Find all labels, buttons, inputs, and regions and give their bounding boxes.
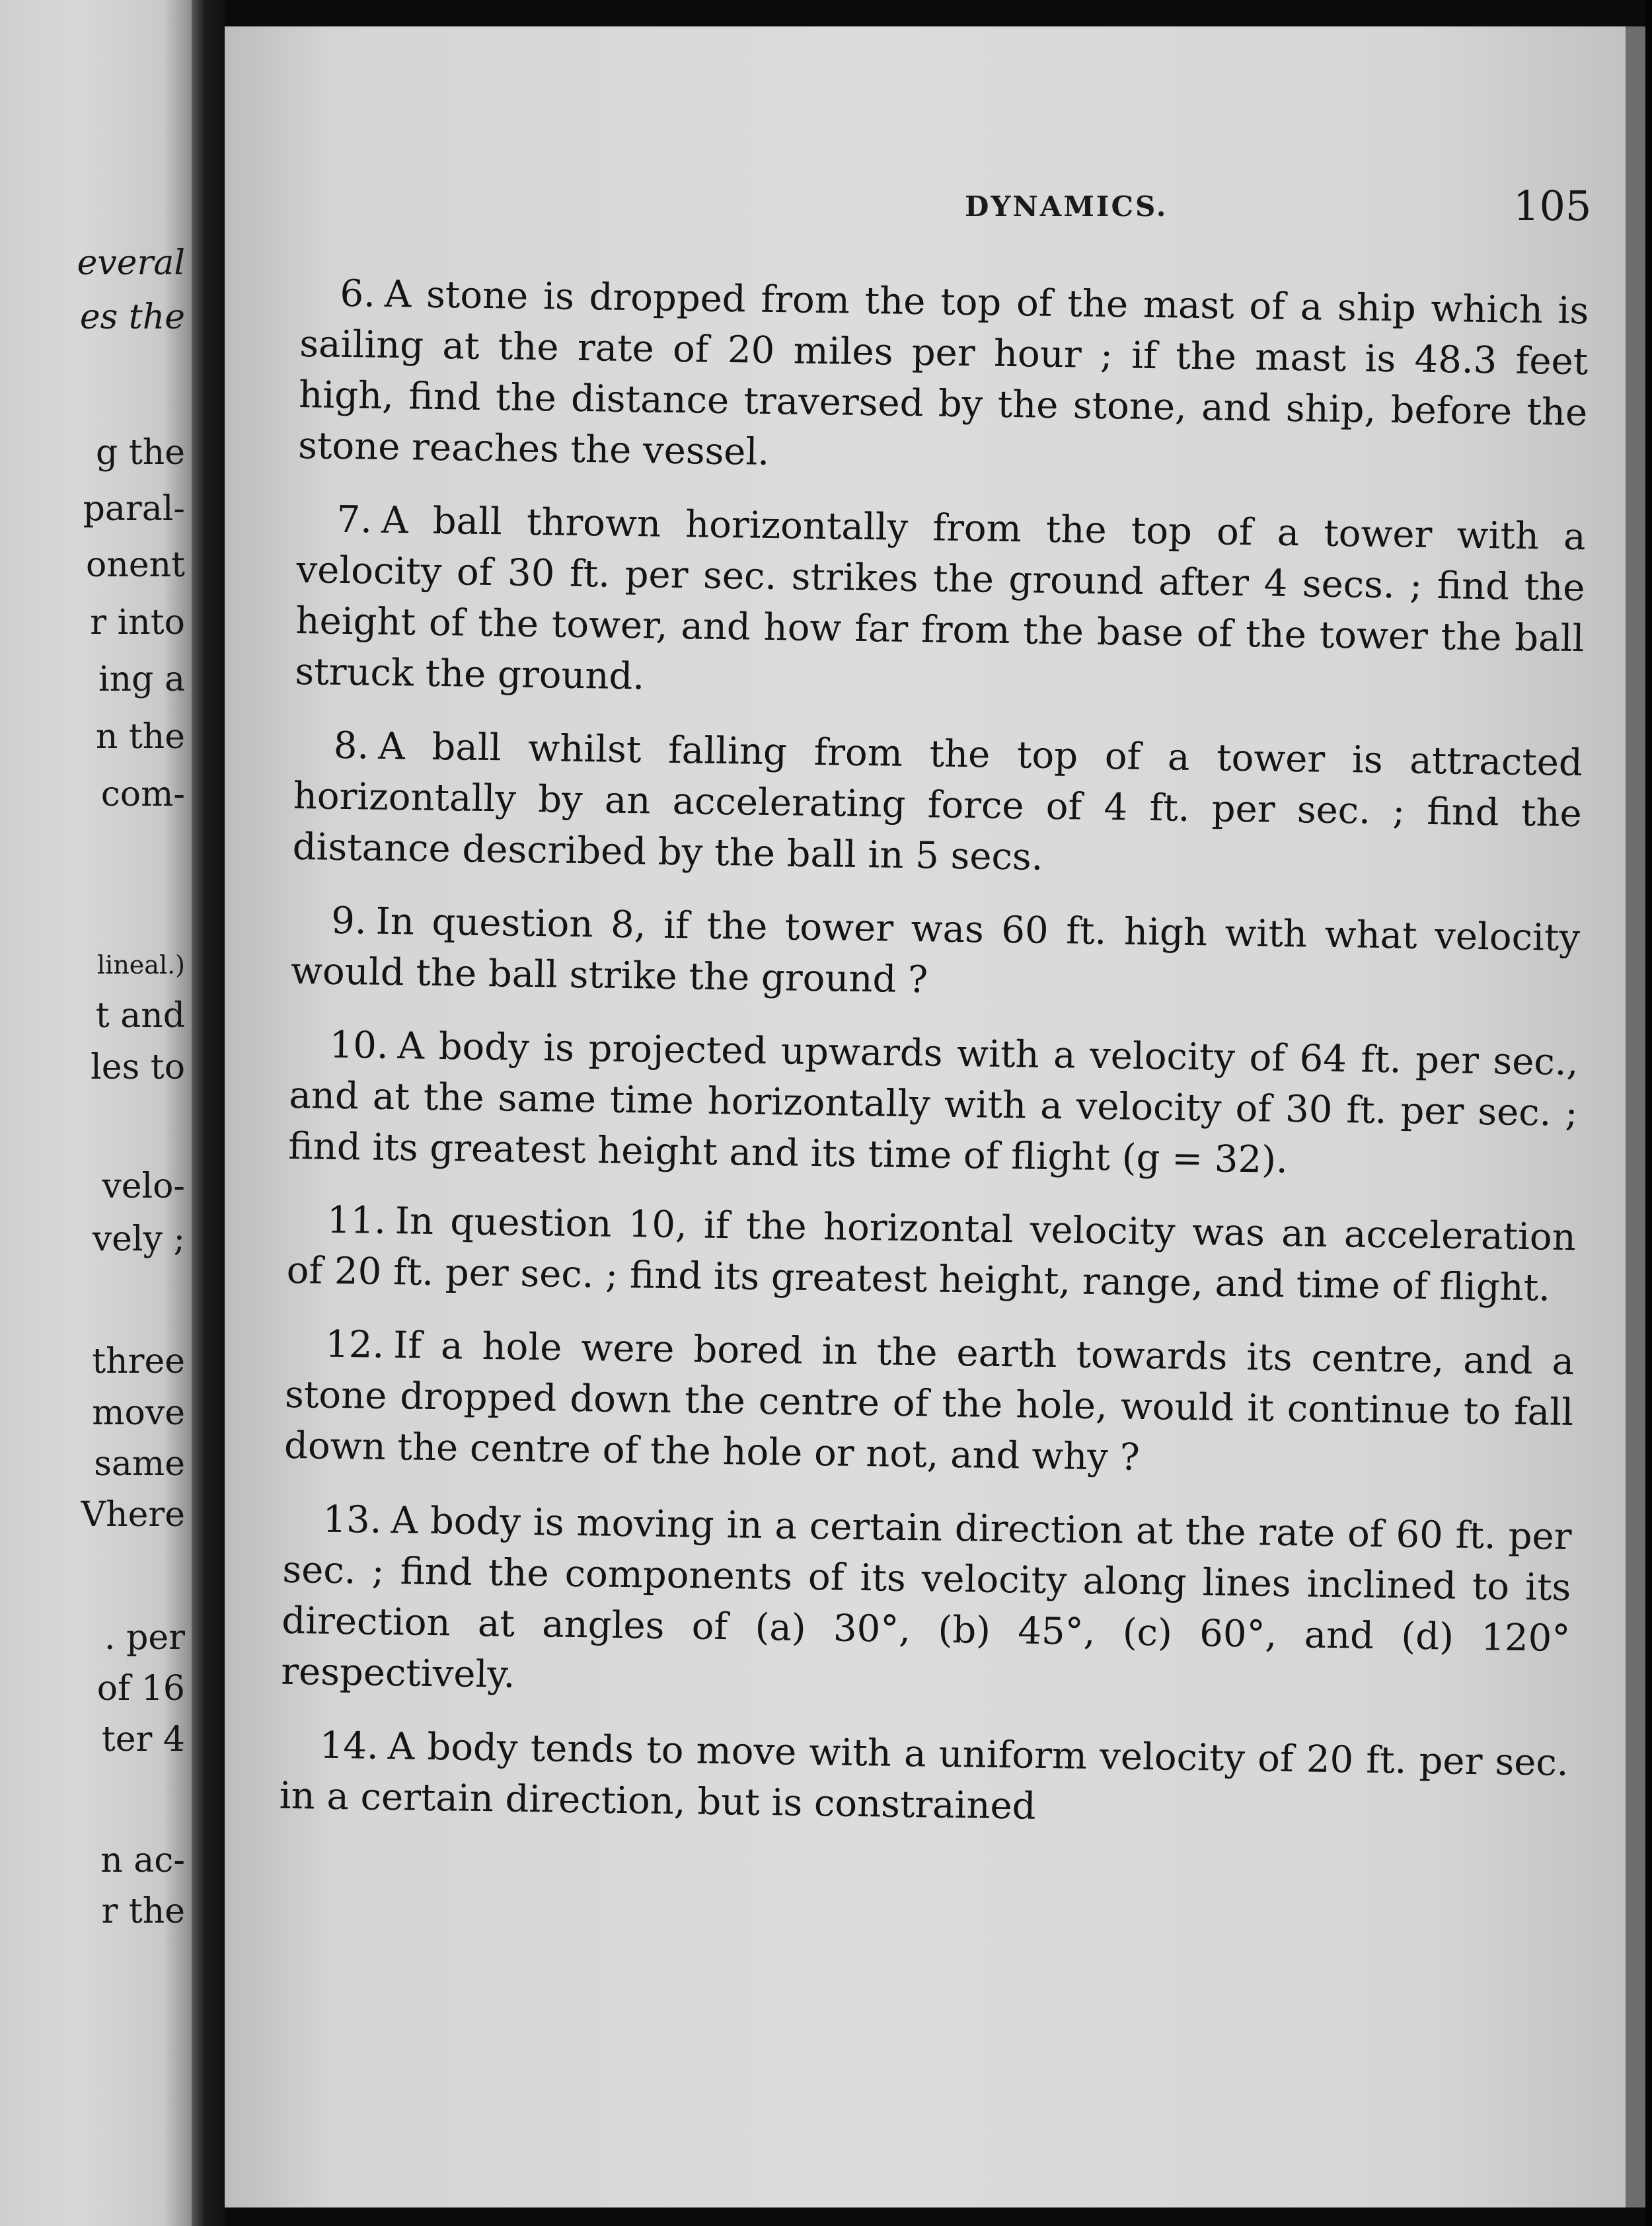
problem-number: 13. xyxy=(322,1498,383,1542)
problem-8 xyxy=(292,720,1583,890)
left-page-line: . per xyxy=(104,1618,185,1658)
problem-12 xyxy=(284,1319,1575,1489)
left-page-line: move xyxy=(92,1393,185,1433)
problem-list xyxy=(279,268,1589,1862)
problem-text: A ball whilst falling from the top of a tower is attracted horizontally by an accelerating force of 4 ft. per sec. ; find the distance described by the ball in 5 secs. xyxy=(292,724,1583,879)
problem-13 xyxy=(281,1494,1572,1715)
problem-text: A body is moving in a certain direction at the rate of 60 ft. per sec. ; find the components of its velocity along lines inclined to its direction at angles of (a) 30°, (b) 45°, (c) 60°, and (d) 120° respectively. xyxy=(280,1499,1572,1697)
problem-text: A ball thrown horizontally from the top of a tower with a velocity of 30 ft. per sec. strikes the ground after 4 secs. ; find the height of the tower, and how far from the base of the tower the ball struck the ground. xyxy=(295,498,1586,699)
left-page-line: paral- xyxy=(83,489,185,529)
book-page xyxy=(225,26,1645,2207)
problem-text: A body is projected upwards with a velocity of 64 ft. per sec., and at the same time horizontally with a velocity of 30 ft. per sec. ; find its greatest height and its time of flight (g = 32). xyxy=(287,1024,1579,1182)
problem-number: 6. xyxy=(340,272,376,316)
previous-page-fragment xyxy=(0,0,192,2226)
left-page-line: onent xyxy=(86,545,185,585)
left-page-line: n the xyxy=(95,717,185,757)
problem-number: 12. xyxy=(324,1323,385,1367)
left-page-line: three xyxy=(92,1342,185,1381)
problem-6 xyxy=(298,268,1589,489)
left-page-line: of 16 xyxy=(96,1669,185,1708)
left-page-line: velo- xyxy=(102,1167,185,1206)
problem-number: 10. xyxy=(329,1023,389,1067)
page-number: 105 xyxy=(1513,182,1592,230)
left-page-line: n ac- xyxy=(100,1841,185,1880)
left-page-line: es the xyxy=(79,297,185,337)
problem-14 xyxy=(279,1720,1569,1839)
left-page-line: lineal.) xyxy=(97,950,185,979)
left-page-line: ing a xyxy=(98,660,185,699)
problem-number: 11. xyxy=(326,1198,387,1243)
left-page-line: g the xyxy=(96,433,185,473)
problem-9 xyxy=(291,895,1581,1015)
problem-11 xyxy=(286,1194,1576,1314)
problem-number: 8. xyxy=(333,724,369,768)
problem-number: 14. xyxy=(319,1724,379,1768)
running-head: DYNAMICS. xyxy=(965,190,1168,223)
problem-text: A body tends to move with a uniform velocity of 20 ft. per sec. in a certain direction, but is constrained xyxy=(279,1725,1569,1828)
left-page-line: vely ; xyxy=(92,1219,185,1259)
left-page-line: r the xyxy=(101,1892,185,1931)
left-page-line: Vhere xyxy=(81,1495,185,1535)
problem-number: 9. xyxy=(330,899,367,943)
problem-text: In question 8, if the tower was 60 ft. high with what velocity would the ball strike the ground ? xyxy=(290,900,1581,1002)
problem-text: A stone is dropped from the top of the mast of a ship which is sailing at the rate of 20 miles per hour ; if the mast is 48.3 feet high, find the distance traversed by the stone, and ship, before the stone reaches the vessel. xyxy=(297,272,1589,474)
left-page-line: same xyxy=(94,1444,185,1484)
problem-text: If a hole were bored in the earth towards its centre, and a stone dropped down the centre of the hole, would it continue to fall down the centre of the hole or not, and why ? xyxy=(283,1324,1575,1479)
problem-10 xyxy=(288,1019,1579,1190)
left-page-line: everal xyxy=(77,243,185,283)
problem-number: 7. xyxy=(336,498,373,542)
problem-text: In question 10, if the horizontal velocity was an acceleration of 20 ft. per sec. ; find its greatest height, range, and time of flight. xyxy=(286,1200,1577,1310)
left-page-line: ter 4 xyxy=(101,1720,185,1759)
left-page-line: t and xyxy=(95,996,185,1036)
scan-border xyxy=(1645,0,1652,2226)
book-gutter xyxy=(192,0,225,2226)
left-page-line: com- xyxy=(100,775,185,814)
left-page-line: les to xyxy=(91,1048,185,1087)
left-page-line: r into xyxy=(90,603,185,642)
problem-7 xyxy=(295,494,1586,715)
